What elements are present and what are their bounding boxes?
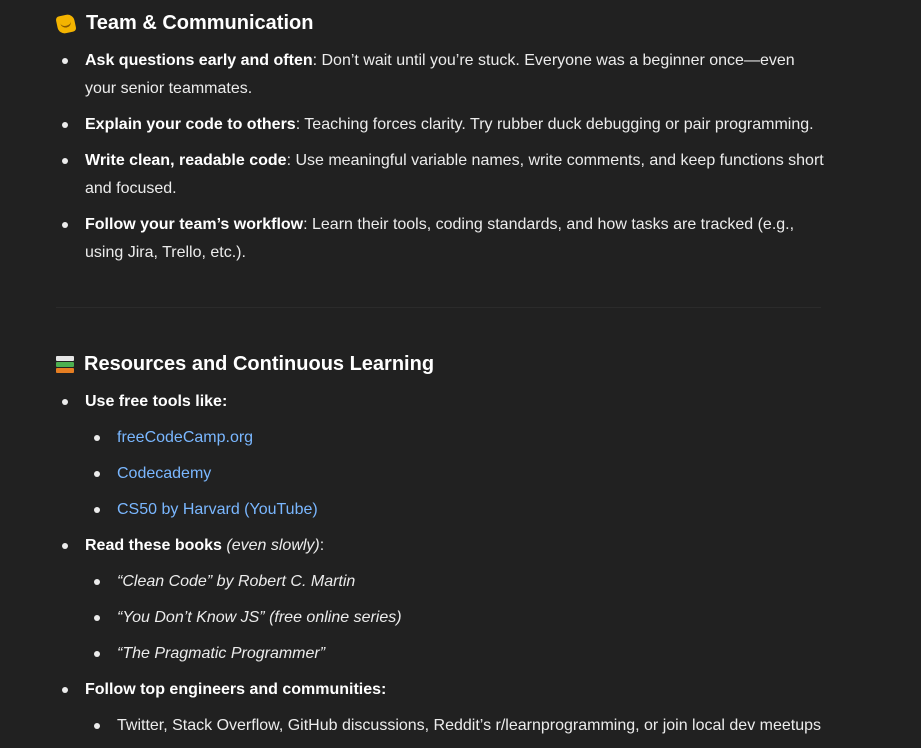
bullet	[94, 723, 100, 729]
item-text: : Use meaningful variable names, write comments, and keep functions short and focused.	[85, 152, 824, 197]
sublist-item	[117, 568, 837, 596]
bullet	[62, 122, 68, 128]
communities-label: Follow top engineers and communities:	[85, 681, 387, 698]
bullet	[94, 471, 100, 477]
bullet	[94, 435, 100, 441]
book-title: “The Pragmatic Programmer”	[117, 645, 326, 662]
bullet	[94, 651, 100, 657]
bullet	[62, 158, 68, 164]
team-communication-heading	[56, 12, 313, 35]
item-title: Write clean, readable code	[85, 152, 287, 169]
list-item	[85, 211, 825, 267]
codecademy-link[interactable]: Codecademy	[117, 465, 212, 482]
books-icon	[56, 355, 74, 375]
handshake-icon	[55, 13, 76, 34]
cs50-link[interactable]: CS50 by Harvard (YouTube)	[117, 501, 318, 518]
bullet	[62, 543, 68, 549]
bullet	[94, 615, 100, 621]
resources-heading	[56, 353, 434, 376]
list-item	[85, 111, 825, 139]
list-item	[85, 47, 825, 103]
item-title: Ask questions early and often	[85, 52, 313, 69]
list-item-books	[85, 532, 825, 560]
list-item-communities	[85, 676, 825, 704]
sublist-item	[117, 712, 837, 740]
sublist-item	[117, 604, 837, 632]
book-title: “Clean Code” by Robert C. Martin	[117, 573, 356, 590]
books-note: (even slowly)	[226, 537, 320, 554]
bullet	[62, 222, 68, 228]
bullet	[94, 579, 100, 585]
tools-label: Use free tools like:	[85, 393, 228, 410]
resources-heading-text: Resources and Continuous Learning	[84, 353, 435, 375]
bullet	[62, 399, 68, 405]
team-heading-text: Team & Communication	[86, 12, 314, 34]
books-label: Read these books	[85, 537, 222, 554]
book-title: “You Don’t Know JS” (free online series)	[117, 609, 402, 626]
bullet	[94, 507, 100, 513]
item-text: : Don’t wait until you’re stuck. Everyone was a beginner once—even your senior teammates.	[85, 52, 795, 97]
list-item-tools	[85, 388, 825, 416]
item-title: Explain your code to others	[85, 116, 296, 133]
freecodecamp-link[interactable]: freeCodeCamp.org	[117, 429, 254, 446]
sublist-item	[117, 640, 837, 668]
item-title: Follow your team’s workflow	[85, 216, 304, 233]
bullet	[62, 687, 68, 693]
sublist-item	[117, 460, 837, 488]
books-suffix: :	[319, 537, 325, 554]
communities-text: Twitter, Stack Overflow, GitHub discussions, Reddit’s r/learnprogramming, or join local dev meetups	[117, 717, 821, 734]
sublist-item	[117, 496, 837, 524]
list-item	[85, 147, 825, 203]
sublist-item	[117, 424, 837, 452]
bullet	[62, 58, 68, 64]
section-divider	[56, 307, 821, 308]
item-text: : Learn their tools, coding standards, and how tasks are tracked (e.g., using Jira, Trello, etc.).	[85, 216, 795, 261]
item-text: : Teaching forces clarity. Try rubber duck debugging or pair programming.	[295, 116, 814, 133]
